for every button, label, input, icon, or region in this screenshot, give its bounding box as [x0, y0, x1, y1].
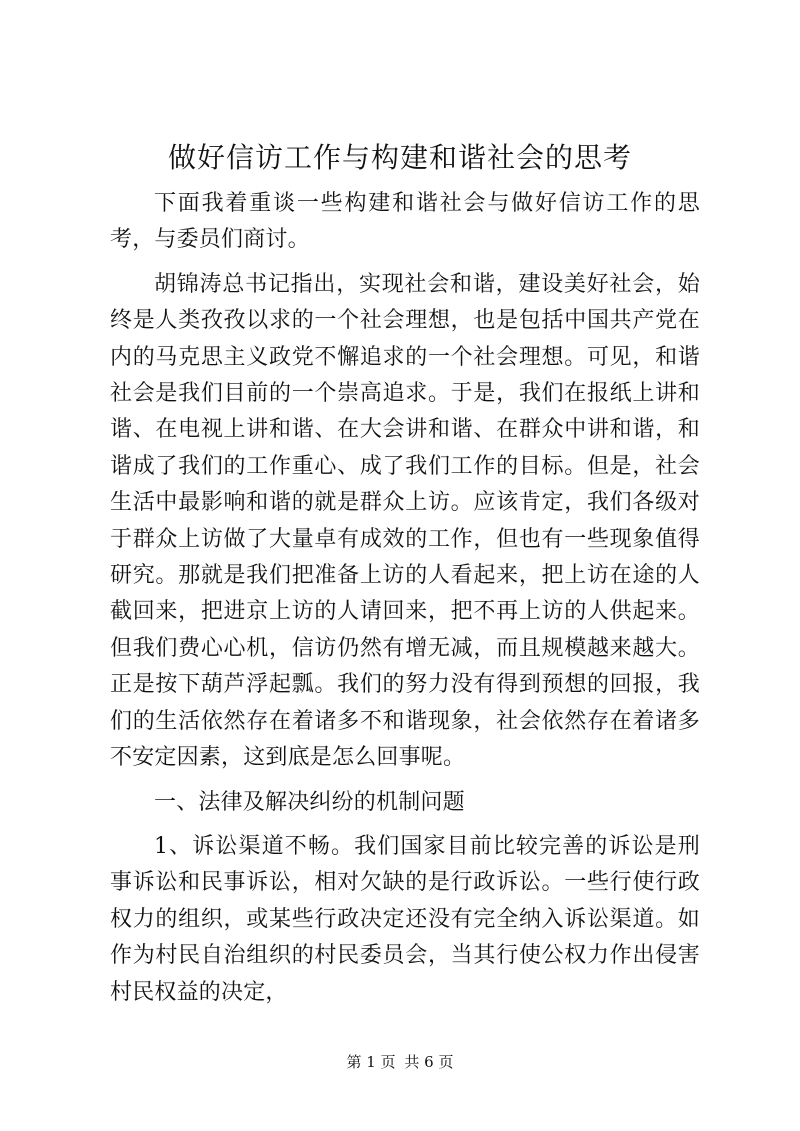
page-total: 共 6 页	[404, 1053, 454, 1071]
paragraph-main: 胡锦涛总书记指出，实现社会和谐，建设美好社会，始终是人类孜孜以求的一个社会理想，也是包括中国共产党在内的马克思主义政党不懈追求的一个社会理想。可见，和谐社会是我们目前的一个崇高追求。于是，我们在报纸上讲和谐、在电视上讲和谐、在大会讲和谐、在群众中讲和谐，和谐成了我们的工作重心、成了我们工作的目标。但是，社会生活中最影响和谐的就是群众上访。应该肯定，我们各级对于群众上访做了大量卓有成效的工作，但也有一些现象值得研究。那就是我们把准备上访的人看起来，把上访在途的人截回来，把进京上访的人请回来，把不再上访的人供起来。但我们费心心机，信访仍然有增无减，而且规模越来越大。正是按下葫芦浮起瓢。我们的努力没有得到预想的回报，我们的生活依然存在着诸多不和谐现象，社会依然存在着诸多不安定因素，这到底是怎么回事呢。	[110, 271, 700, 771]
section-heading: 一、法律及解决纠纷的机制问题	[154, 789, 465, 815]
paragraph-intro: 下面我着重谈一些构建和谐社会与做好信访工作的思考，与委员们商讨。	[110, 191, 700, 253]
page-footer	[0, 1052, 800, 1072]
paragraph-litigation: 1、诉讼渠道不畅。我们国家目前比较完善的诉讼是刑事诉讼和民事诉讼，相对欠缺的是行政诉讼。一些行使行政权力的组织，或某些行政决定还没有完全纳入诉讼渠道。如作为村民自治组织的村民委员会，当其行使公权力作出侵害村民权益的决定，	[110, 833, 700, 1005]
document-body	[110, 186, 700, 1019]
page-number: 第 1 页	[346, 1053, 396, 1071]
document-title: 做好信访工作与构建和谐社会的思考	[167, 141, 632, 174]
